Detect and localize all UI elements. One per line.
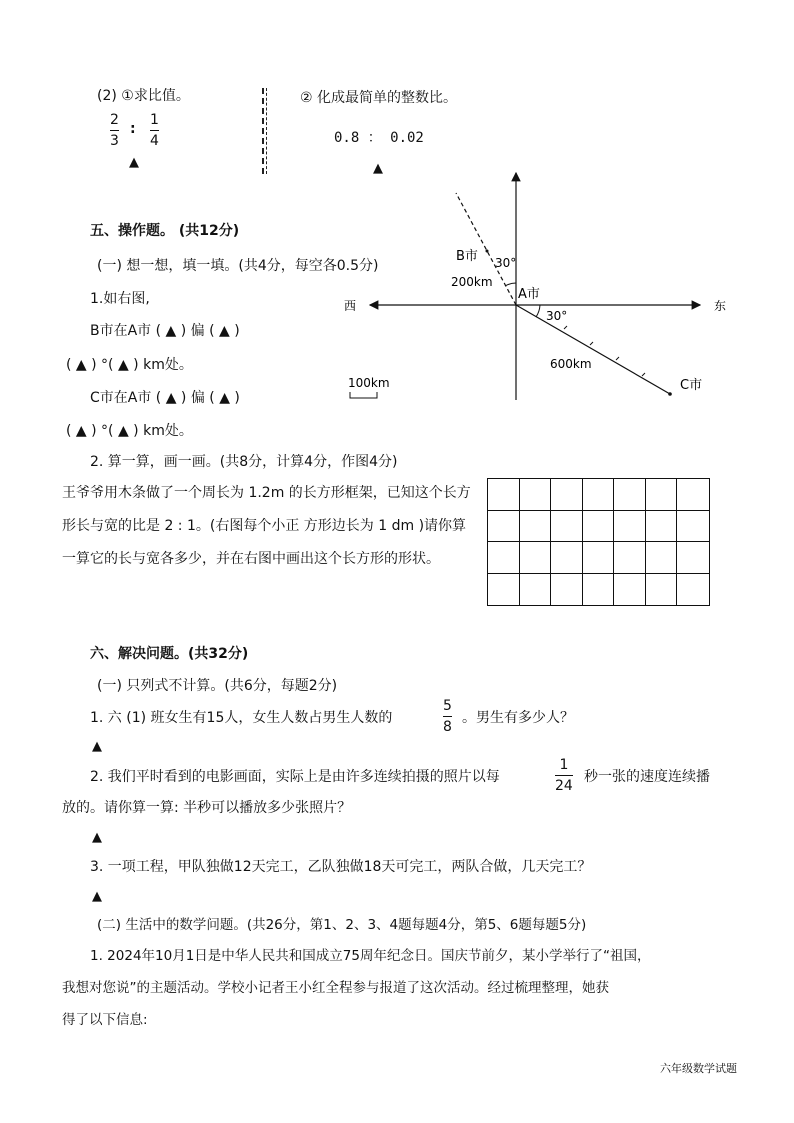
a-city-label: A市 xyxy=(518,287,540,302)
c-city-line2: ( ▲ ) °( ▲ ) km处。 xyxy=(66,423,193,439)
dist-b-label: 200km xyxy=(451,275,493,289)
answer-triangle: ▲ xyxy=(373,161,383,176)
section6-sub1: (一) 只列式不计算。(共6分，每题2分) xyxy=(97,678,338,694)
part4-q2-label: (2) ①求比值。 xyxy=(97,88,190,104)
answer-triangle: ▲ xyxy=(92,739,102,754)
ratio-expression: 0.8 ： 0.02 xyxy=(334,130,424,146)
section6-sub2: (二) 生活中的数学问题。(共26分，第1、2、3、4题每题4分，第5、6题每题5分) xyxy=(97,917,587,933)
east-label: 东 xyxy=(714,299,727,313)
section5-q2-text: 王爷爷用木条做了一个周长为 1.2m 的长方形框架，已知这个长方形长与宽的比是 2 : 1。(右图每个小正 方形边长为 1 dm )请你算一算它的长与宽各多少，并在右图中画出这个长方形的形状。 xyxy=(62,485,471,567)
c-city-point xyxy=(668,392,672,396)
angle-c-label: 30° xyxy=(546,309,568,323)
scale-label: 100km xyxy=(348,376,390,390)
tick xyxy=(564,326,567,329)
footer-label: 六年级数学试题 xyxy=(660,1062,737,1075)
c-direction-line xyxy=(516,305,670,394)
angle-b-label: 30° xyxy=(495,256,517,270)
angle-arc-b xyxy=(505,283,516,286)
s6-q1-post: 。男生有多少人？ xyxy=(462,710,574,726)
s6-q2-post: 秒一张的速度连续播 xyxy=(584,769,710,785)
part4-q2b-label: ② 化成最简单的整数比。 xyxy=(300,90,458,106)
b-city-line2: ( ▲ ) °( ▲ ) km处。 xyxy=(66,357,193,373)
column-divider xyxy=(262,88,264,174)
angle-arc-c xyxy=(536,305,540,317)
c-city-line1: C市在A市 ( ▲ ) 偏 ( ▲ ) xyxy=(90,390,240,406)
direction-map xyxy=(330,165,750,410)
fraction-one-24th: 1 24 xyxy=(555,757,573,794)
west-label: 西 xyxy=(344,299,357,313)
dist-c-label: 600km xyxy=(550,357,592,371)
answer-triangle: ▲ xyxy=(129,155,139,170)
s6-q1-pre: 1. 六 (1) 班女生有15人，女生人数占男生人数的 xyxy=(90,710,393,726)
b-city-label: B市 xyxy=(456,249,478,264)
fraction-two-thirds: 2 3 xyxy=(110,112,119,149)
square-grid[interactable] xyxy=(487,478,710,606)
b-city-line1: B市在A市 ( ▲ ) 偏 ( ▲ ) xyxy=(90,323,240,339)
s6-q3: 3. 一项工程，甲队独做12天完工，乙队独做18天可完工，两队合做，几天完工？ xyxy=(90,859,592,875)
s6-q2-line2: 放的。请你算一算: 半秒可以播放多少张照片？ xyxy=(62,800,352,816)
section5-heading: 五、操作题。 (共12分) xyxy=(90,223,240,239)
s6-q2-pre: 2. 我们平时看到的电影画面，实际上是由许多连续拍摄的照片以每 xyxy=(90,769,500,785)
tick xyxy=(616,357,619,360)
section5-sub1: (一) 想一想，填一填。(共4分，每空各0.5分) xyxy=(97,258,379,274)
c-city-label: C市 xyxy=(680,378,703,393)
answer-triangle: ▲ xyxy=(92,830,102,845)
tick xyxy=(590,342,593,345)
section6-heading: 六、解决问题。(共32分) xyxy=(90,646,249,662)
b-city-point xyxy=(486,250,489,253)
answer-triangle: ▲ xyxy=(92,889,102,904)
section5-q1: 1.如右图, xyxy=(90,291,150,307)
s6-p1-line2: 我想对您说”的主题活动。学校小记者王小红全程参与报道了这次活动。经过梳理整理，她获 xyxy=(62,980,609,996)
column-divider xyxy=(266,88,267,174)
section5-q2: 2. 算一算，画一画。(共8分，计算4分，作图4分) xyxy=(90,454,398,470)
s6-p1-line3: 得了以下信息: xyxy=(62,1012,148,1028)
fraction-one-quarter: 1 4 xyxy=(150,112,159,149)
scale-bar xyxy=(350,392,377,398)
fraction-five-eighths: 5 8 xyxy=(443,698,452,735)
ratio-colon: : xyxy=(130,121,136,137)
s6-p1-line1: 1. 2024年10月1日是中华人民共和国成立75周年纪念日。国庆节前夕，某小学举行了“祖国， xyxy=(90,948,651,964)
tick xyxy=(642,373,645,376)
